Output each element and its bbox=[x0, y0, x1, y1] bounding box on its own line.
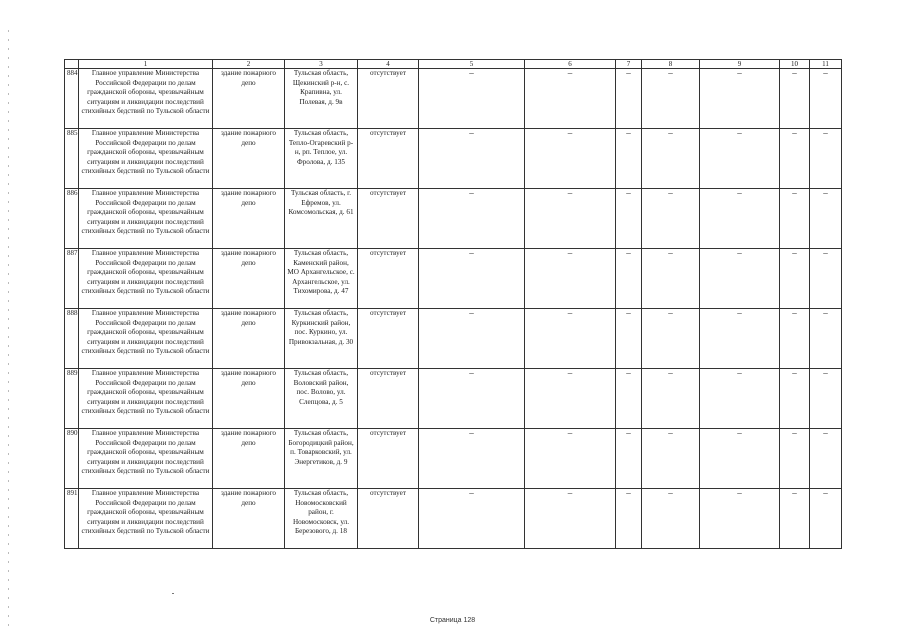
dash-cell: – bbox=[419, 129, 525, 189]
owner-cell: Главное управление Министерства Российской Федерации по делам гражданской обороны, чрезвычайным ситуациям и ликвидации последствий стихийных бедствий по Тульской области bbox=[79, 129, 213, 189]
object-cell: здание пожарного депо bbox=[213, 369, 285, 429]
registry-table bbox=[64, 59, 842, 549]
dash-cell: – bbox=[419, 429, 525, 489]
dash-cell: – bbox=[616, 129, 642, 189]
dash-cell: – bbox=[780, 309, 810, 369]
dash-cell: – bbox=[700, 129, 780, 189]
encumbrance-cell: отсутствует bbox=[358, 69, 419, 129]
dash-cell: – bbox=[810, 489, 842, 549]
dash-cell: – bbox=[810, 249, 842, 309]
column-header: 3 bbox=[285, 60, 358, 69]
dash-cell: – bbox=[616, 249, 642, 309]
owner-cell: Главное управление Министерства Российской Федерации по делам гражданской обороны, чрезвычайным ситуациям и ликвидации последствий стихийных бедствий по Тульской области bbox=[79, 369, 213, 429]
dash-cell: – bbox=[700, 249, 780, 309]
table-row bbox=[65, 429, 842, 489]
dash-cell: – bbox=[700, 369, 780, 429]
dash-cell: – bbox=[419, 309, 525, 369]
dash-cell: – bbox=[810, 429, 842, 489]
dash-cell: – bbox=[616, 369, 642, 429]
dash-cell: – bbox=[642, 249, 700, 309]
dash-cell: – bbox=[642, 129, 700, 189]
object-cell: здание пожарного депо bbox=[213, 189, 285, 249]
address-cell: Тульская область, Тепло-Огаревский р-н, рп. Теплое, ул. Фролова, д. 135 bbox=[285, 129, 358, 189]
dash-cell: – bbox=[525, 129, 616, 189]
object-cell: здание пожарного депо bbox=[213, 429, 285, 489]
dash-cell: – bbox=[780, 189, 810, 249]
dash-cell: – bbox=[525, 189, 616, 249]
dash-cell: – bbox=[525, 489, 616, 549]
row-number: 891 bbox=[65, 489, 79, 549]
row-number: 886 bbox=[65, 189, 79, 249]
dash-cell: – bbox=[616, 429, 642, 489]
column-header: 6 bbox=[525, 60, 616, 69]
table-row bbox=[65, 189, 842, 249]
object-cell: здание пожарного депо bbox=[213, 249, 285, 309]
dash-cell: – bbox=[642, 489, 700, 549]
encumbrance-cell: отсутствует bbox=[358, 129, 419, 189]
owner-cell: Главное управление Министерства Российской Федерации по делам гражданской обороны, чрезвычайным ситуациям и ликвидации последствий стихийных бедствий по Тульской области bbox=[79, 489, 213, 549]
column-header: 1 bbox=[79, 60, 213, 69]
row-number: 888 bbox=[65, 309, 79, 369]
owner-cell: Главное управление Министерства Российской Федерации по делам гражданской обороны, чрезвычайным ситуациям и ликвидации последствий стихийных бедствий по Тульской области bbox=[79, 249, 213, 309]
dash-cell: – bbox=[780, 489, 810, 549]
scan-margin-dots bbox=[8, 30, 9, 630]
dash-cell: – bbox=[700, 309, 780, 369]
row-number: 887 bbox=[65, 249, 79, 309]
encumbrance-cell: отсутствует bbox=[358, 189, 419, 249]
dash-cell: – bbox=[700, 489, 780, 549]
column-header: 10 bbox=[780, 60, 810, 69]
column-header: 5 bbox=[419, 60, 525, 69]
column-header: 8 bbox=[642, 60, 700, 69]
address-cell: Тульская область, Каменский район, МО Архангельское, с. Архангельское, ул. Тихомирова, д. 47 bbox=[285, 249, 358, 309]
table-row bbox=[65, 489, 842, 549]
object-cell: здание пожарного депо bbox=[213, 309, 285, 369]
dash-cell: – bbox=[810, 309, 842, 369]
table-body bbox=[65, 69, 842, 549]
dash-cell: – bbox=[419, 69, 525, 129]
column-header: 2 bbox=[213, 60, 285, 69]
table-row bbox=[65, 249, 842, 309]
dash-cell: – bbox=[642, 69, 700, 129]
dash-cell: – bbox=[780, 69, 810, 129]
row-number: 890 bbox=[65, 429, 79, 489]
dash-cell: – bbox=[419, 489, 525, 549]
dash-cell: – bbox=[419, 369, 525, 429]
address-cell: Тульская область, Куркинский район, пос. Куркино, ул. Привокзальная, д. 30 bbox=[285, 309, 358, 369]
address-cell: Тульская область, Щекинский р-н, с. Крапивна, ул. Полевая, д. 9в bbox=[285, 69, 358, 129]
dash-cell: – bbox=[525, 309, 616, 369]
dash-cell: – bbox=[810, 129, 842, 189]
address-cell: Тульская область, Воловский район, пос. Волово, ул. Слепцова, д. 5 bbox=[285, 369, 358, 429]
dash-cell: – bbox=[810, 369, 842, 429]
table-header-row bbox=[65, 60, 842, 69]
owner-cell: Главное управление Министерства Российской Федерации по делам гражданской обороны, чрезвычайным ситуациям и ликвидации последствий стихийных бедствий по Тульской области bbox=[79, 69, 213, 129]
encumbrance-cell: отсутствует bbox=[358, 249, 419, 309]
row-number: 889 bbox=[65, 369, 79, 429]
dash-cell: – bbox=[700, 189, 780, 249]
object-cell: здание пожарного депо bbox=[213, 489, 285, 549]
table-row bbox=[65, 129, 842, 189]
dash-cell: – bbox=[780, 429, 810, 489]
address-cell: Тульская область, Новомосковский район, г. Новомосковск, ул. Березового, д. 18 bbox=[285, 489, 358, 549]
dash-cell: – bbox=[616, 489, 642, 549]
dash-cell: – bbox=[642, 309, 700, 369]
dash-cell: – bbox=[700, 429, 780, 489]
dash-cell: – bbox=[810, 69, 842, 129]
column-header: 11 bbox=[810, 60, 842, 69]
table-row bbox=[65, 309, 842, 369]
dash-cell: – bbox=[419, 249, 525, 309]
encumbrance-cell: отсутствует bbox=[358, 489, 419, 549]
dash-cell: – bbox=[616, 69, 642, 129]
owner-cell: Главное управление Министерства Российской Федерации по делам гражданской обороны, чрезвычайным ситуациям и ликвидации последствий стихийных бедствий по Тульской области bbox=[79, 309, 213, 369]
column-header: 7 bbox=[616, 60, 642, 69]
column-header: 4 bbox=[358, 60, 419, 69]
dash-cell: – bbox=[642, 369, 700, 429]
dash-cell: – bbox=[810, 189, 842, 249]
row-number: 885 bbox=[65, 129, 79, 189]
dash-cell: – bbox=[642, 189, 700, 249]
encumbrance-cell: отсутствует bbox=[358, 429, 419, 489]
dash-cell: – bbox=[525, 429, 616, 489]
dash-cell: – bbox=[525, 249, 616, 309]
dash-cell: – bbox=[616, 189, 642, 249]
scan-speck bbox=[172, 593, 174, 594]
row-number: 884 bbox=[65, 69, 79, 129]
dash-cell: – bbox=[780, 249, 810, 309]
table-row bbox=[65, 369, 842, 429]
dash-cell: – bbox=[700, 69, 780, 129]
dash-cell: – bbox=[525, 369, 616, 429]
object-cell: здание пожарного депо bbox=[213, 129, 285, 189]
owner-cell: Главное управление Министерства Российской Федерации по делам гражданской обороны, чрезвычайным ситуациям и ликвидации последствий стихийных бедствий по Тульской области bbox=[79, 429, 213, 489]
column-header: 9 bbox=[700, 60, 780, 69]
dash-cell: – bbox=[616, 309, 642, 369]
address-cell: Тульская область, г. Ефремов, ул. Комсомольская, д. 61 bbox=[285, 189, 358, 249]
table-row bbox=[65, 69, 842, 129]
dash-cell: – bbox=[780, 369, 810, 429]
encumbrance-cell: отсутствует bbox=[358, 309, 419, 369]
encumbrance-cell: отсутствует bbox=[358, 369, 419, 429]
dash-cell: – bbox=[642, 429, 700, 489]
column-header bbox=[65, 60, 79, 69]
owner-cell: Главное управление Министерства Российской Федерации по делам гражданской обороны, чрезвычайным ситуациям и ликвидации последствий стихийных бедствий по Тульской области bbox=[79, 189, 213, 249]
address-cell: Тульская область, Богородицкий район, п. Товарковский, ул. Энергетиков, д. 9 bbox=[285, 429, 358, 489]
page-number: Страница 128 bbox=[429, 617, 476, 624]
dash-cell: – bbox=[419, 189, 525, 249]
dash-cell: – bbox=[780, 129, 810, 189]
dash-cell: – bbox=[525, 69, 616, 129]
object-cell: здание пожарного депо bbox=[213, 69, 285, 129]
